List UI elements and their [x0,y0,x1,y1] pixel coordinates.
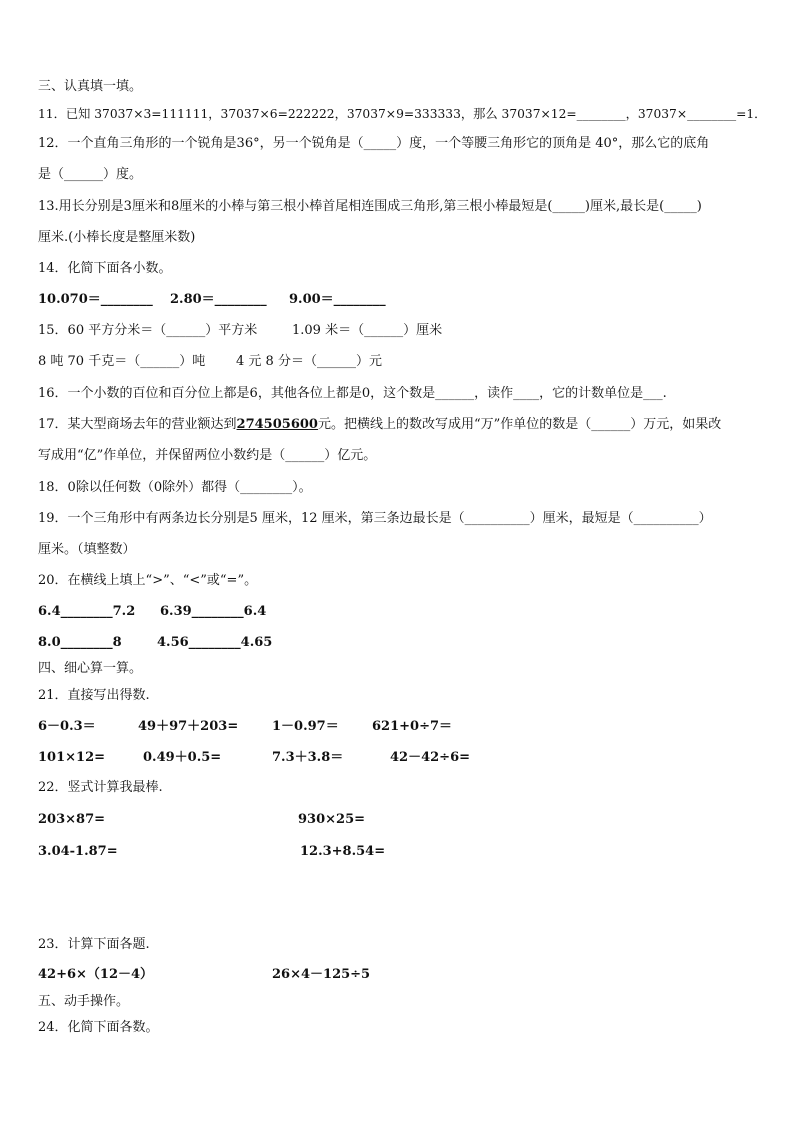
q15-item-3: 8 吨 70 千克＝（______）吨 [38,354,206,369]
q21-item-8: 42－42÷6= [390,750,471,765]
q22-item-1: 203×87= [38,812,106,827]
question-11: 11．已知 37037×3=111111，37037×6=222222，37037×9=333333，那么 37037×12=________，37037×________=1． [38,107,767,121]
q21-item-5: 101×12= [38,750,106,765]
q21-item-6: 0.49＋0.5= [143,750,222,765]
q14-item-1: 10.070＝________ [38,292,153,307]
q22-item-4: 12.3+8.54= [300,844,386,859]
section-3-title: 三、认真填一填。 [38,79,143,94]
q17-text-after: 元。把横线上的数改写成用“万”作单位的数是（______）万元，如果改 [317,417,722,432]
question-13-line-1: 13.用长分别是3厘米和8厘米的小棒与第三根小棒首尾相连围成三角形,第三根小棒最短是(_____)厘米,最长是(_____) [38,199,702,214]
question-17-line-2: 写成用“亿”作单位，并保留两位小数约是（______）亿元。 [38,448,377,463]
q21-item-1: 6－0.3＝ [38,719,96,734]
q21-item-7: 7.3＋3.8＝ [272,750,344,765]
section-5-title: 五、动手操作。 [38,994,130,1009]
q15-item-4: 4 元 8 分＝（______）元 [236,354,382,369]
question-24: 24．化简下面各数。 [38,1020,159,1035]
question-19-line-1: 19．一个三角形中有两条边长分别是5 厘米，12 厘米，第三条边最长是（__________）厘米，最短是（__________） [38,511,712,526]
question-16: 16．一个小数的百位和百分位上都是6，其他各位上都是0，这个数是______，读作____，它的计数单位是___. [38,386,667,401]
question-18: 18．0除以任何数（0除外）都得（________）。 [38,480,312,495]
question-12-line-2: 是（______）度。 [38,167,143,182]
q20-item-4: 4.56________4.65 [157,635,273,650]
q21-item-2: 49＋97＋203= [138,719,239,734]
q21-item-4: 621+0÷7＝ [372,719,453,734]
q23-item-1: 42+6×（12－4） [38,967,154,982]
question-20: 20．在横线上填上“>”、“<”或“=”。 [38,573,258,588]
q15-item-1: 15．60 平方分米＝（______）平方米 [38,323,258,338]
q15-item-2: 1.09 米＝（______）厘米 [292,323,443,338]
q17-underlined-number: 274505600 [236,417,318,432]
question-14: 14．化简下面各小数。 [38,261,172,276]
q22-item-2: 930×25= [298,812,366,827]
q20-item-1: 6.4________7.2 [38,604,136,619]
q17-text-before: 17．某大型商场去年的营业额达到 [38,417,237,432]
q23-item-2: 26×4－125÷5 [272,967,371,982]
q14-item-3: 9.00＝________ [289,292,386,307]
q22-item-3: 3.04-1.87= [38,844,118,859]
q20-item-3: 8.0________8 [38,635,122,650]
q21-item-3: 1－0.97＝ [272,719,339,734]
question-19-line-2: 厘米。（填整数） [38,542,136,557]
question-21: 21．直接写出得数. [38,688,150,703]
question-13-line-2: 厘米.(小棒长度是整厘米数) [38,230,196,245]
question-22: 22．竖式计算我最棒. [38,780,163,795]
question-23: 23．计算下面各题. [38,937,150,952]
question-17-line-1 [38,417,721,433]
q14-item-2: 2.80＝________ [170,292,267,307]
section-4-title: 四、细心算一算。 [38,661,143,676]
question-12-line-1: 12．一个直角三角形的一个锐角是36°，另一个锐角是（_____）度，一个等腰三角形它的顶角是 40°，那么它的底角 [38,136,710,151]
q20-item-2: 6.39________6.4 [160,604,267,619]
